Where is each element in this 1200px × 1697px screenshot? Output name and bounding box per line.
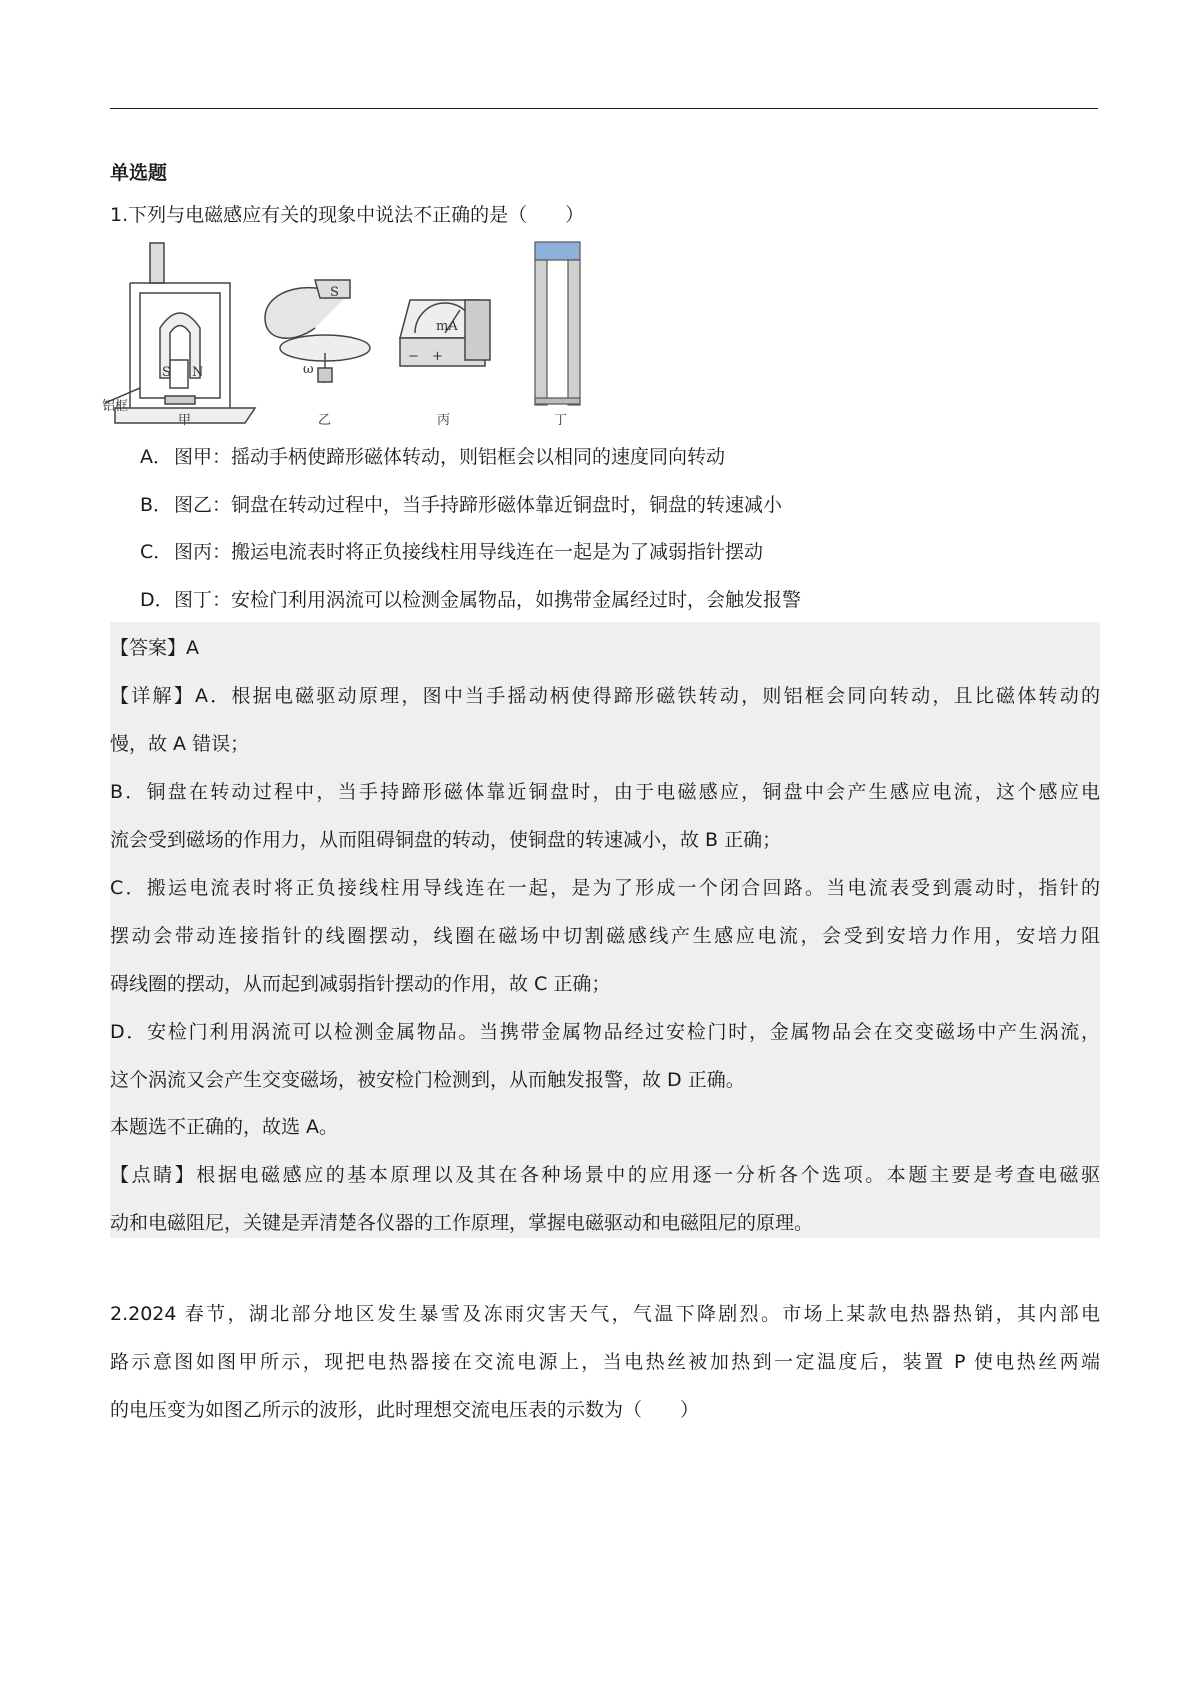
detail-line-1: 【详解】A．根据电磁驱动原理，图中当手摇动柄使得蹄形磁铁转动，则铝框会同向转动，且比磁体转动的 — [110, 685, 1100, 707]
tip-line-2: 动和电磁阻尼，关键是弄清楚各仪器的工作原理，掌握电磁驱动和电磁阻尼的原理。 — [110, 1212, 814, 1234]
question-1-figures — [102, 238, 580, 428]
detail-line-2: 慢，故 A 错误； — [110, 733, 250, 755]
fig-bing-minus: − — [408, 349, 419, 364]
tip-line-1: 【点睛】根据电磁感应的基本原理以及其在各种场景中的应用逐一分析各个选项。本题主要是考查电磁驱 — [110, 1164, 1100, 1186]
option-d-key: D． — [140, 589, 174, 611]
figure-jia — [105, 243, 255, 423]
detail-line-8: D．安检门利用涡流可以检测金属物品。当携带金属物品经过安检门时，金属物品会在交变磁场中产生涡流， — [110, 1021, 1100, 1043]
detail-line-5: C．搬运电流表时将正负接线柱用导线连在一起，是为了形成一个闭合回路。当电流表受到震动时，指针的 — [110, 877, 1100, 899]
question-2-line-2: 路示意图如图甲所示，现把电热器接在交流电源上，当电热丝被加热到一定温度后，装置 P 使电热丝两端 — [110, 1351, 1100, 1373]
option-c — [140, 537, 763, 564]
option-c-text: 图丙：搬运电流表时将正负接线柱用导线连在一起是为了减弱指针摆动 — [174, 541, 764, 563]
detail-line-9: 这个涡流又会产生交变磁场，被安检门检测到，从而触发报警，故 D 正确。 — [110, 1069, 745, 1091]
fig-yi-omega: ω — [303, 362, 314, 377]
fig-jia-lvkuang-label: 铝框 — [102, 399, 129, 414]
option-d-text: 图丁：安检门利用涡流可以检测金属物品，如携带金属经过时，会触发报警 — [174, 589, 802, 611]
fig-bing-caption: 丙 — [437, 413, 451, 428]
figure-yi — [265, 280, 370, 383]
option-b — [140, 490, 782, 517]
figure-ding — [535, 242, 580, 405]
fig-bing-ma-unit: mA — [436, 319, 458, 334]
fig-yi-s-pole: S — [330, 285, 339, 300]
option-d — [140, 585, 801, 612]
fig-yi-caption: 乙 — [318, 413, 332, 428]
question-2-line-1: 2.2024 春节，湖北部分地区发生暴雪及冻雨灾害天气，气温下降剧烈。市场上某款电热器热销，其内部电 — [110, 1303, 1100, 1325]
detail-line-10: 本题选不正确的，故选 A。 — [110, 1116, 339, 1138]
option-a — [140, 442, 725, 469]
detail-line-3: B．铜盘在转动过程中，当手持蹄形磁体靠近铜盘时，由于电磁感应，铜盘中会产生感应电流，这个感应电 — [110, 781, 1100, 803]
option-c-key: C． — [140, 541, 173, 563]
figure-strip — [102, 238, 580, 428]
option-a-key: A． — [140, 446, 172, 468]
question-1-stem: 1.下列与电磁感应有关的现象中说法不正确的是（ ） — [110, 204, 585, 226]
top-rule — [110, 108, 1098, 109]
fig-jia-caption: 甲 — [178, 413, 192, 428]
option-a-text: 图甲：摇动手柄使蹄形磁体转动，则铝框会以相同的速度同向转动 — [174, 446, 726, 468]
section-title: 单选题 — [110, 162, 168, 184]
option-b-text: 图乙：铜盘在转动过程中，当手持蹄形磁体靠近铜盘时，铜盘的转速减小 — [174, 494, 783, 516]
option-b-key: B． — [140, 494, 173, 516]
fig-jia-n-pole: N — [192, 365, 204, 380]
fig-ding-caption: 丁 — [554, 413, 568, 428]
detail-line-7: 碍线圈的摆动，从而起到减弱指针摆动的作用，故 C 正确； — [110, 973, 611, 995]
fig-jia-s-pole: S — [162, 365, 171, 380]
fig-bing-plus: + — [432, 349, 443, 364]
answer-line: 【答案】A — [110, 637, 199, 659]
detail-line-6: 摆动会带动连接指针的线圈摆动，线圈在磁场中切割磁感线产生感应电流，会受到安培力作用，安培力阻 — [110, 925, 1100, 947]
detail-line-4: 流会受到磁场的作用力，从而阻碍铜盘的转动，使铜盘的转速减小，故 B 正确； — [110, 829, 782, 851]
question-2-line-3: 的电压变为如图乙所示的波形，此时理想交流电压表的示数为（ ） — [110, 1399, 700, 1421]
